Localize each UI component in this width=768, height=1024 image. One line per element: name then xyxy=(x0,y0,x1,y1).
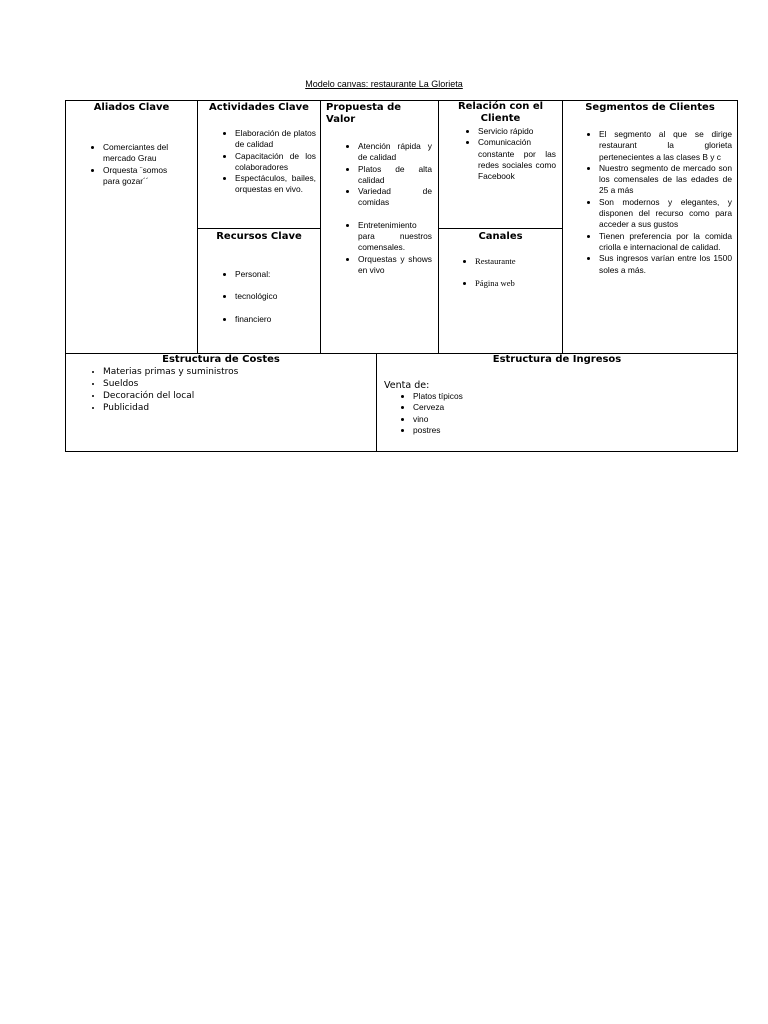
list-item: • vino xyxy=(413,414,737,425)
estructura-costes-list xyxy=(66,366,376,414)
list-item: • Elaboración de platos de calidad xyxy=(235,128,316,151)
segmentos-clientes-heading: Segmentos de Clientes xyxy=(585,102,715,113)
list-item: • Platos de alta calidad xyxy=(358,164,432,187)
list-item: • tecnológico xyxy=(235,291,320,302)
ingresos-intro: Venta de: xyxy=(384,380,430,391)
propuesta-valor-list-a xyxy=(321,141,438,209)
canales-block xyxy=(439,229,562,353)
segmentos-clientes-block xyxy=(563,101,737,353)
list-item: • Publicidad xyxy=(103,402,376,414)
canales-list xyxy=(439,256,562,290)
list-item: • El segmento al que se dirige restaurant la glorieta pertenecientes a las clases B y c xyxy=(599,129,732,163)
list-item: • Decoración del local xyxy=(103,390,376,402)
list-item: • Espectáculos, bailes, orquestas en vivo. xyxy=(235,173,316,196)
list-item: • financiero xyxy=(235,314,320,325)
list-item: • Son modernos y elegantes, y disponen del recurso como para acceder a sus gustos xyxy=(599,197,732,231)
relacion-cliente-block xyxy=(439,101,562,228)
estructura-ingresos-heading: Estructura de Ingresos xyxy=(492,354,622,365)
list-item: • Personal: xyxy=(235,269,320,280)
list-item: • Tienen preferencia por la comida criolla e internacional de calidad. xyxy=(599,231,732,254)
list-item: • Orquesta ¨somos para gozar´´ xyxy=(103,165,183,188)
estructura-costes-block xyxy=(66,354,376,451)
list-item: • Sus ingresos varían entre los 1500 soles a más. xyxy=(599,253,732,276)
list-item: • Atención rápida y de calidad xyxy=(358,141,432,164)
aliados-clave-heading: Aliados Clave xyxy=(93,102,170,113)
segmentos-clientes-list xyxy=(563,129,737,276)
estructura-ingresos-list xyxy=(377,391,737,436)
list-item: • Comerciantes del mercado Grau xyxy=(103,142,183,165)
list-item: • Variedad de comidas xyxy=(358,186,432,209)
list-item: • Sueldos xyxy=(103,378,376,390)
relacion-cliente-heading: Relación con el Cliente xyxy=(457,101,544,124)
list-item: • Materias primas y suministros xyxy=(103,366,376,378)
list-item: • postres xyxy=(413,425,737,436)
list-item: • Comunicación constante por las redes sociales como Facebook xyxy=(478,137,556,182)
actividades-clave-block xyxy=(198,101,320,228)
list-item: • Capacitación de los colaboradores xyxy=(235,151,316,174)
list-item: • Cerveza xyxy=(413,402,737,413)
recursos-clave-list xyxy=(198,269,320,325)
list-item: • Platos típicos xyxy=(413,391,737,402)
actividades-clave-heading: Actividades Clave xyxy=(209,102,309,113)
propuesta-valor-block xyxy=(321,101,438,353)
recursos-clave-block xyxy=(198,229,320,353)
aliados-clave-list xyxy=(66,142,197,187)
outer-right-border xyxy=(737,100,738,452)
actividades-clave-list xyxy=(198,128,320,196)
list-item: • Entretenimiento para nuestros comensales. xyxy=(358,220,432,254)
list-item: • Página web xyxy=(475,278,562,289)
propuesta-valor-list-b xyxy=(321,220,438,276)
outer-bottom-border xyxy=(65,451,738,452)
aliados-clave-block xyxy=(66,101,197,353)
canales-heading: Canales xyxy=(478,231,523,242)
list-item: • Orquestas y shows en vivo xyxy=(358,254,432,277)
recursos-clave-heading: Recursos Clave xyxy=(216,231,302,242)
estructura-ingresos-block xyxy=(377,354,737,451)
document-title: Modelo canvas: restaurante La Glorieta xyxy=(305,79,463,89)
list-item: • Restaurante xyxy=(475,256,562,267)
list-item: • Servicio rápido xyxy=(478,126,556,137)
estructura-costes-heading: Estructura de Costes xyxy=(162,354,280,365)
list-item: • Nuestro segmento de mercado son los comensales de las edades de 25 a más xyxy=(599,163,732,197)
propuesta-valor-heading: Propuesta de Valor xyxy=(326,102,402,125)
relacion-cliente-list xyxy=(439,126,562,182)
